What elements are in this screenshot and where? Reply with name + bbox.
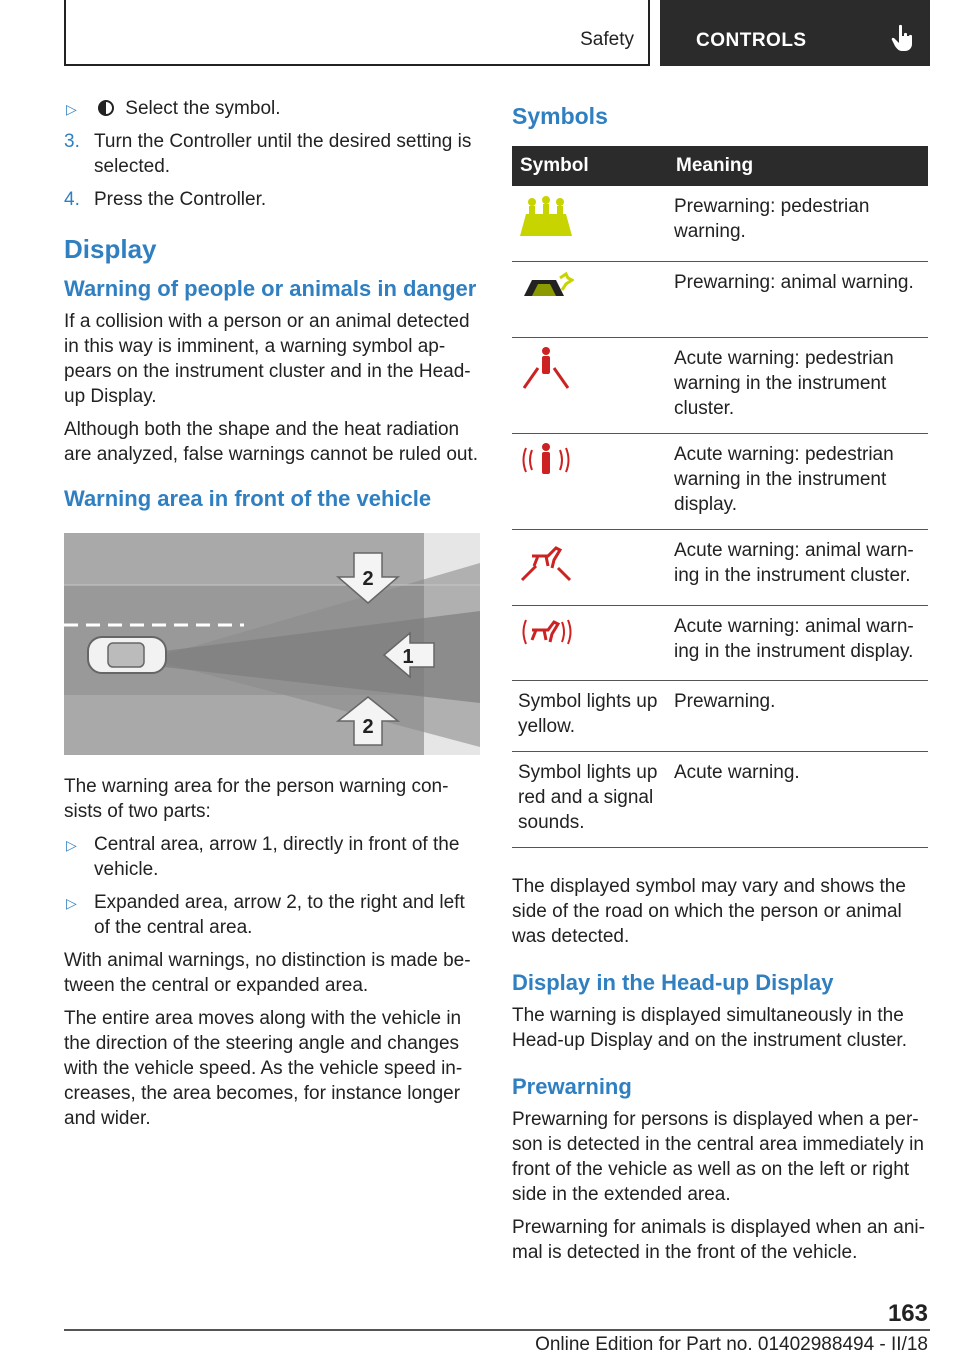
table-cell-meaning: Prewarning. [668, 680, 928, 751]
warning-paragraph-1: If a collision with a person or an animal detected in this way is imminent, a warning symbol ap‐pears on the instrument cluster and in the Head-up Display. [64, 311, 471, 407]
table-row [512, 337, 928, 433]
bullet-triangle-icon: ▷ [66, 101, 77, 117]
prewarning-heading: Prewarning [512, 1073, 632, 1099]
half-circle-icon [98, 100, 114, 116]
prewarning-paragraph-2: Prewarning for animals is displayed when an ani‐mal is detected in the front of the vehicle. [512, 1216, 925, 1263]
step-text: Press the Controller. [94, 189, 267, 210]
area-heading: Warning area in front of the vehicle [64, 486, 432, 511]
table-row [512, 751, 928, 847]
area-paragraph-1: The warning area for the person warning con‐sists of two parts: [64, 776, 449, 822]
hud-paragraph: The warning is displayed simultaneously in the Head-up Display and on the instrument cluster. [512, 1004, 907, 1051]
page-header [64, 0, 930, 66]
animal-acute-display-icon [518, 614, 574, 650]
area-paragraph-2: With animal warnings, no distinction is made be‐tween the central or expanded area. [64, 950, 471, 996]
symbols-heading: Symbols [512, 103, 608, 129]
warning-heading: Warning of people or animals in danger [64, 276, 477, 301]
warning-area-diagram [64, 533, 480, 755]
edition-text [535, 1334, 928, 1356]
column-header-symbol: Symbol [512, 146, 668, 186]
table-cell-symbol: Symbol lights up yellow. [512, 680, 668, 751]
table-cell-meaning: Acute warning: pedestrian warning in the instrument display. [668, 433, 928, 529]
step-number: 3. [64, 131, 80, 152]
footer-divider [64, 1329, 930, 1331]
bullet-text: Expanded area, arrow 2, to the right and left of the central area. [94, 892, 465, 938]
table-cell-meaning: Acute warning: animal warn‐ing in the instrument display. [668, 605, 928, 680]
table-row [512, 186, 928, 261]
hud-heading: Display in the Head-up Display [512, 969, 834, 995]
step-number: 4. [64, 189, 80, 210]
bullet-expanded [64, 890, 480, 940]
table-row [512, 529, 928, 605]
pedestrian-acute-display-icon [518, 442, 574, 478]
table-row [512, 261, 928, 337]
warning-paragraph-2: Although both the shape and the heat radiation are analyzed, false warnings cannot be ruled out. [64, 419, 479, 465]
table-row [512, 605, 928, 680]
chapter-label: CONTROLS [696, 30, 807, 51]
pedestrian-acute-cluster-icon [518, 346, 574, 390]
area-paragraph-3: The entire area moves along with the vehicle in the direction of the steering angle and changes with the vehicle speed. As the vehicle speed in‐creases, the area becomes, for instance longer and wider. [64, 1008, 463, 1129]
table-cell-meaning: Acute warning: animal warn‐ing in the instrument cluster. [668, 529, 928, 605]
table-cell-meaning: Prewarning: animal warning. [668, 261, 928, 337]
column-header-meaning: Meaning [668, 146, 928, 186]
step-text: Select the symbol. [125, 98, 281, 119]
svg-text:2: 2 [362, 716, 374, 738]
bullet-triangle-icon: ▷ [66, 837, 77, 853]
step-4 [64, 187, 480, 212]
svg-text:2: 2 [362, 568, 374, 590]
bullet-central [64, 832, 480, 882]
step-select-symbol [64, 96, 480, 121]
symbols-paragraph: The displayed symbol may vary and shows the side of the road on which the person or animal was detected. [512, 875, 906, 947]
svg-text:1: 1 [402, 646, 414, 668]
table-cell-meaning: Acute warning: pedestrian warning in the instrument cluster. [668, 337, 928, 433]
animal-prewarning-icon [518, 270, 574, 300]
table-cell-meaning: Acute warning. [668, 751, 928, 847]
table-row [512, 433, 928, 529]
animal-acute-cluster-icon [518, 538, 574, 582]
section-tab [64, 0, 650, 66]
page-number: 163 [887, 1300, 928, 1327]
table-cell-meaning: Prewarning: pedestrian warning. [668, 186, 928, 261]
table-cell-symbol: Symbol lights up red and a signal sounds. [512, 751, 668, 847]
car-icon [88, 637, 166, 673]
hand-pointer-icon [890, 24, 916, 52]
section-label: Safety [580, 29, 634, 50]
pedestrian-prewarning-icon [518, 194, 574, 238]
step-3 [64, 129, 480, 179]
display-heading: Display [64, 234, 157, 264]
symbols-table [512, 146, 928, 848]
left-column [64, 96, 480, 1131]
prewarning-paragraph-1: Prewarning for persons is displayed when a per‐son is detected in the central area immediately in front of the vehicle as well as on the left or right side in the extended area. [512, 1108, 924, 1205]
right-column [512, 96, 928, 1265]
table-header-row [512, 146, 928, 186]
edition-label: Online Edition for Part no. 01402988494 - II/18 [535, 1334, 928, 1355]
bullet-triangle-icon: ▷ [66, 895, 77, 911]
step-text: Turn the Controller until the desired setting is selected. [94, 131, 472, 177]
bullet-text: Central area, arrow 1, directly in front of the vehicle. [94, 834, 460, 880]
table-row [512, 680, 928, 751]
chapter-tab [660, 0, 930, 66]
